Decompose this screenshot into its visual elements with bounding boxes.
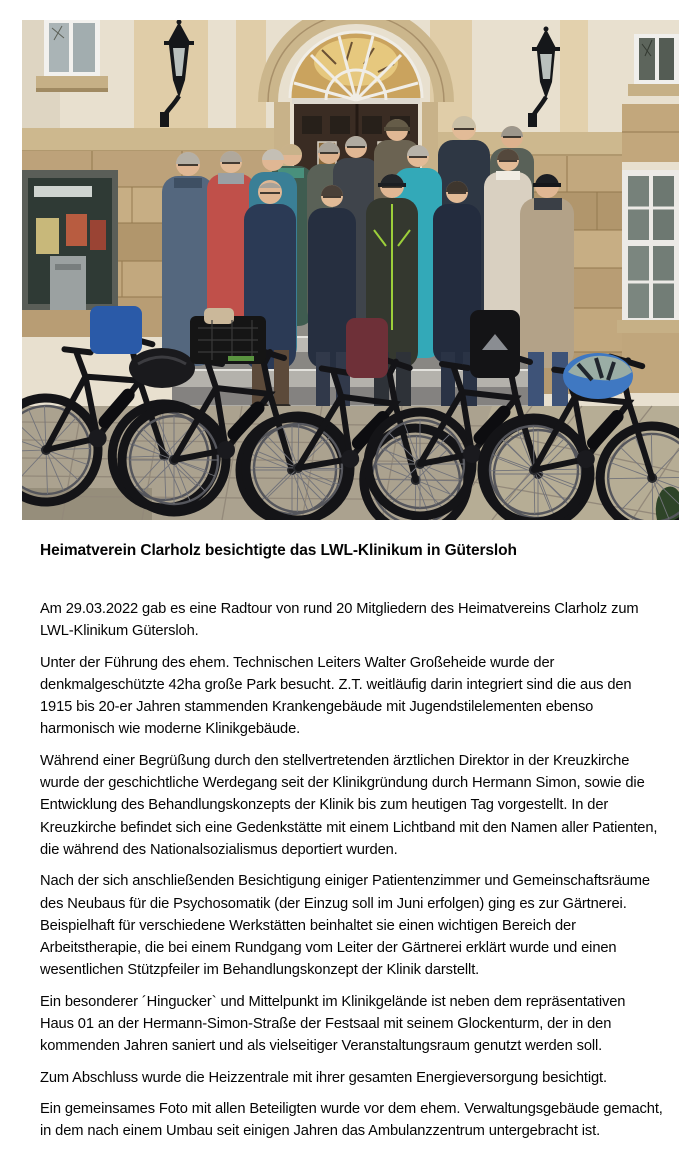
paragraph-gruppenfoto: Ein gemeinsames Foto mit allen Beteiligten wurde vor dem ehem. Verwaltungsgebäude gemacht, in dem nach einem Umbau seit einigen Jahren das Ambulanzzentrum untergebracht ist. (40, 1100, 663, 1140)
paragraph-gaertnerei: Nach der sich anschließenden Besichtigung einiger Patientenzimmer und Gemeinschaftsräume des Neubaus für die Psychosomatik (der Einzug soll im Juni erfolgen) ging es zur Gärtnerei. Beispielhaft für verschiedene Werkstätten beinhaltet sie einen wichtigen Bereich der Arbeitstherapie, die bei einem Rundgang vom Leiter der Gärtnerei erklärt wurde und einen wesentlichen Stützpfeiler im Behandlungskonzept der Klinik darstellt. (40, 873, 650, 979)
window-upper-left (36, 20, 108, 92)
window-lower-right (617, 170, 679, 333)
group-photo (22, 20, 679, 520)
black-helmet (129, 348, 195, 388)
group-photo-graphic (22, 20, 679, 520)
article-title: Heimatverein Clarholz besichtigte das LWL-Klinikum in Gütersloh (40, 542, 517, 559)
article-body (40, 598, 663, 1143)
blue-pannier (90, 306, 142, 354)
paragraph-intro: Am 29.03.2022 gab es eine Radtour von rund 20 Mitgliedern des Heimatvereins Clarholz zum LWL-Klinikum Gütersloh. (40, 601, 639, 640)
bike-helmet-blue (563, 353, 633, 399)
paragraph-park-tour: Unter der Führung des ehem. Technischen Leiters Walter Großeheide wurde der denkmalgeschützte 42ha große Park besucht. Z.T. weitläufig darin integriert sind die aus den 1915 bis 20-er Jahren stammenden Krankengebäude mit Jugendstilelementen ebenso harmonisch wie moderne Klinikgebäude. (40, 654, 632, 738)
paragraph-festsaal: Ein besonderer ´Hingucker` und Mittelpunkt im Klinikgelände ist neben dem repräsentativen Haus 01 an der Hermann-Simon-Straße der Festsaal mit seinem Glockenturm, der in den kommenden Jahren saniert und als vielseitiger Veranstaltungsraum genutzt werden soll. (40, 993, 626, 1055)
black-pannier (470, 310, 520, 378)
article (0, 541, 700, 1143)
handlebar-basket (190, 308, 266, 364)
red-pannier (346, 318, 388, 378)
paragraph-kreuzkirche: Während einer Begrüßung durch den stellvertretenden ärztlichen Direktor in der Kreuzkirche wurde der geschichtliche Werdegang seit der Klinikgründung durch Hermann Simon, sowie die Entwicklung des Behandlungskonzepts der Klinik bis zum heutigen Tag vorgestellt. In der Kreuzkirche befindet sich eine Gedenkstätte mit einem Lichtband mit den Namen aller Patienten, die während des Nationalsozialismus deportiert wurden. (40, 752, 658, 858)
paragraph-heizzentrale: Zum Abschluss wurde die Heizzentrale mit ihrer gesamten Energieversorgung besichtigt. (40, 1069, 607, 1086)
entrance-door-left (22, 170, 118, 310)
